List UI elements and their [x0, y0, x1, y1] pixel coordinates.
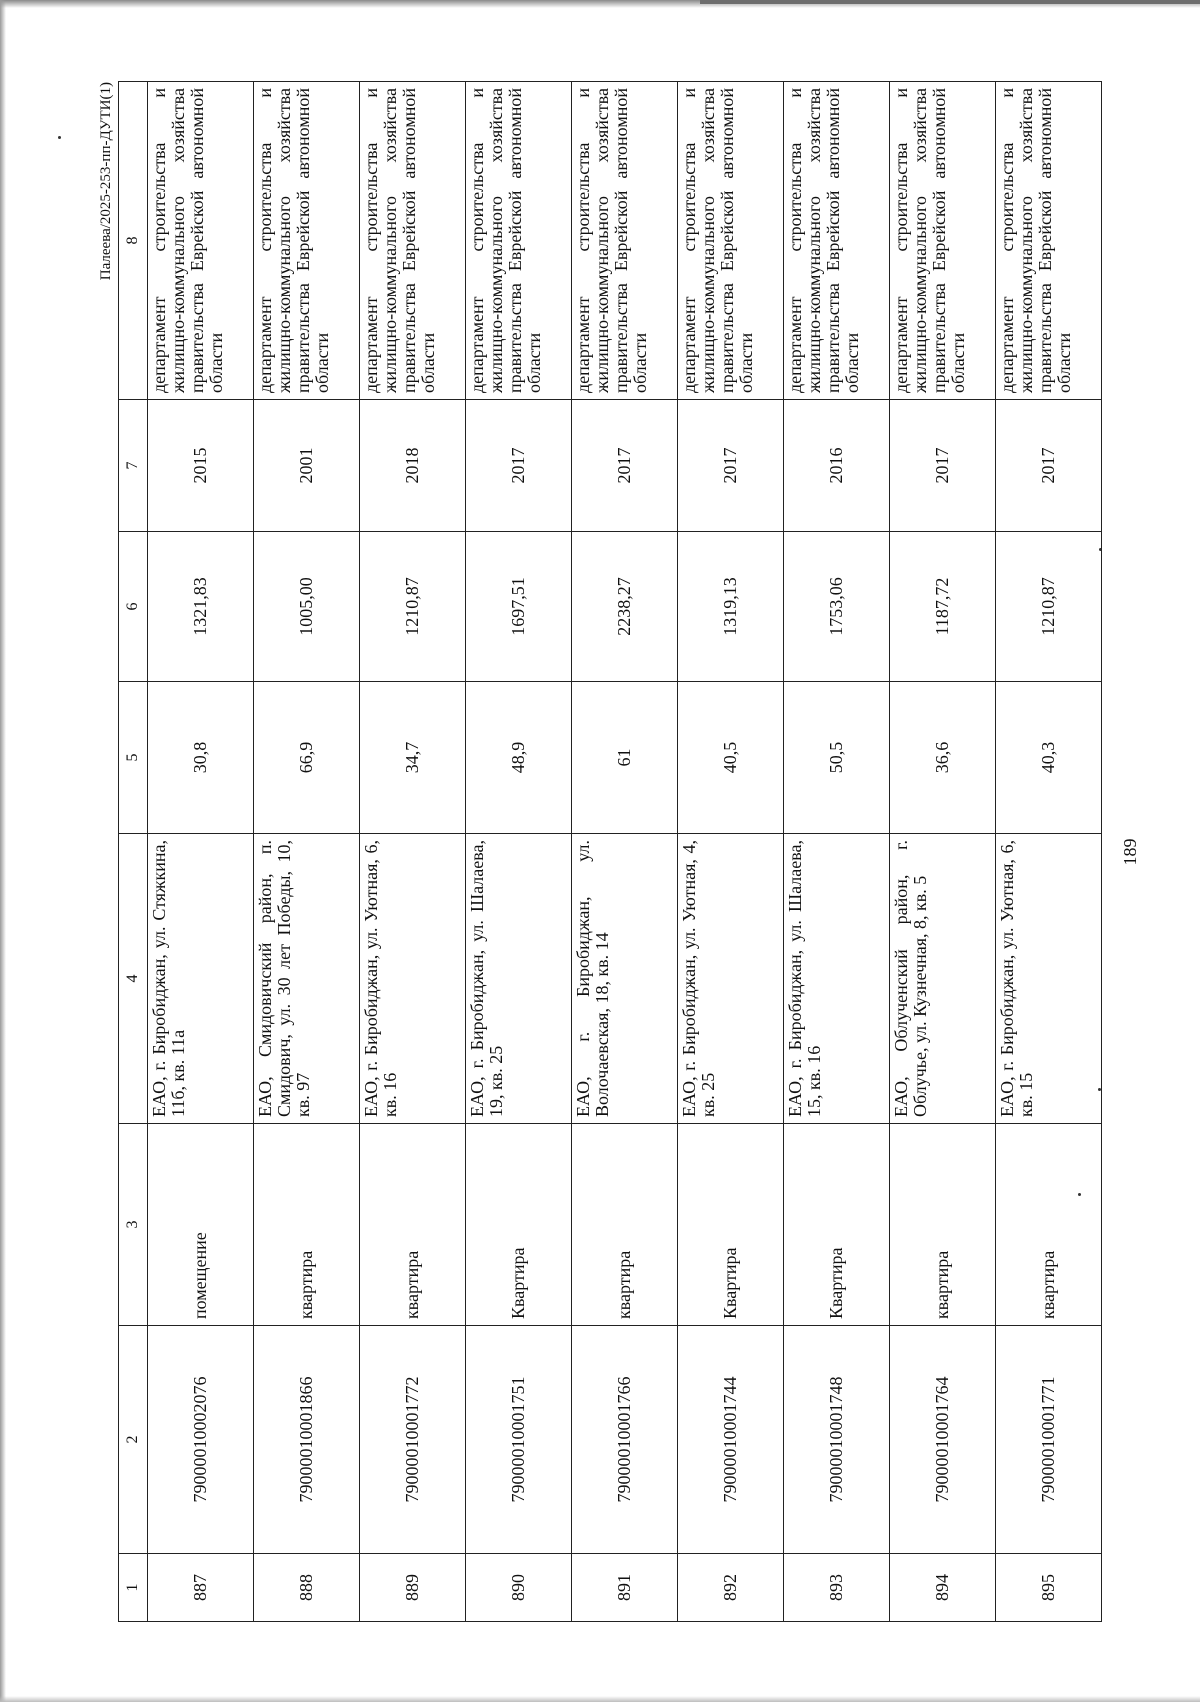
property-address: ЕАО, г. Биробиджан, ул. Уютная, 6, кв. 16	[360, 834, 466, 1124]
property-type: квартира	[360, 1124, 466, 1326]
property-year: 2016	[784, 400, 890, 532]
rotated-page	[98, 82, 1200, 1622]
property-year: 2017	[572, 400, 678, 532]
holder-organization: департамент строительства и жилищно-коммунального хозяйства правительства Еврейской автономной области	[148, 82, 254, 400]
column-header: 8	[119, 82, 148, 400]
row-number: 892	[678, 1554, 784, 1622]
property-year: 2018	[360, 400, 466, 532]
column-header: 3	[119, 1124, 148, 1326]
property-cost: 1005,00	[254, 532, 360, 682]
cadastral-number: 79000010002076	[148, 1326, 254, 1554]
holder-organization: департамент строительства и жилищно-коммунального хозяйства правительства Еврейской автономной области	[678, 82, 784, 400]
footer-reference: Палеева/2025-253-пп-ДУТИ(1)	[98, 82, 114, 281]
property-address: ЕАО, г. Биробиджан, ул. Уютная, 6, кв. 15	[996, 834, 1102, 1124]
column-header: 7	[119, 400, 148, 532]
property-area: 34,7	[360, 682, 466, 834]
table-header	[119, 82, 148, 1622]
cadastral-number: 79000010001766	[572, 1326, 678, 1554]
property-area: 66,9	[254, 682, 360, 834]
property-type: Квартира	[784, 1124, 890, 1326]
table-row	[784, 82, 890, 1622]
property-type: Квартира	[466, 1124, 572, 1326]
property-area: 30,8	[148, 682, 254, 834]
property-address: ЕАО, Облученский район, г. Облучье, ул. Кузнечная, 8, кв. 5	[890, 834, 996, 1124]
property-address: ЕАО, г. Биробиджан, ул. Волочаевская, 18, кв. 14	[572, 834, 678, 1124]
row-number: 895	[996, 1554, 1102, 1622]
property-year: 2017	[996, 400, 1102, 532]
table-row	[148, 82, 254, 1622]
holder-organization: департамент строительства и жилищно-коммунального хозяйства правительства Еврейской автономной области	[996, 82, 1102, 400]
scan-speck	[58, 136, 61, 139]
scan-edge-bottom	[0, 1696, 1200, 1702]
property-year: 2017	[890, 400, 996, 532]
property-type: квартира	[254, 1124, 360, 1326]
property-year: 2017	[678, 400, 784, 532]
table-row	[678, 82, 784, 1622]
row-number: 893	[784, 1554, 890, 1622]
property-year: 2001	[254, 400, 360, 532]
page-number: 189	[1120, 838, 1140, 866]
table-row	[572, 82, 678, 1622]
property-cost: 1210,87	[360, 532, 466, 682]
property-cost: 1187,72	[890, 532, 996, 682]
property-cost: 1753,06	[784, 532, 890, 682]
holder-organization: департамент строительства и жилищно-коммунального хозяйства правительства Еврейской автономной области	[784, 82, 890, 400]
column-header: 6	[119, 532, 148, 682]
property-address: ЕАО, г. Биробиджан, ул. Уютная, 4, кв. 25	[678, 834, 784, 1124]
property-type: квартира	[996, 1124, 1102, 1326]
cadastral-number: 79000010001744	[678, 1326, 784, 1554]
property-address: ЕАО, Смидовичский район, п. Смидович, ул. 30 лет Победы, 10, кв. 97	[254, 834, 360, 1124]
property-area: 48,9	[466, 682, 572, 834]
property-cost: 2238,27	[572, 532, 678, 682]
header-row	[119, 82, 148, 1622]
cadastral-number: 79000010001771	[996, 1326, 1102, 1554]
row-number: 894	[890, 1554, 996, 1622]
property-area: 61	[572, 682, 678, 834]
column-header: 1	[119, 1554, 148, 1622]
scan-artifact	[700, 0, 1200, 4]
cadastral-number: 79000010001748	[784, 1326, 890, 1554]
cadastral-number: 79000010001764	[890, 1326, 996, 1554]
property-area: 50,5	[784, 682, 890, 834]
cadastral-number: 79000010001751	[466, 1326, 572, 1554]
table-row	[466, 82, 572, 1622]
property-year: 2015	[148, 400, 254, 532]
row-number: 887	[148, 1554, 254, 1622]
property-area: 36,6	[890, 682, 996, 834]
column-header: 4	[119, 834, 148, 1124]
row-number: 889	[360, 1554, 466, 1622]
column-header: 5	[119, 682, 148, 834]
property-year: 2017	[466, 400, 572, 532]
column-header: 2	[119, 1326, 148, 1554]
property-type: Квартира	[678, 1124, 784, 1326]
table-row	[890, 82, 996, 1622]
property-cost: 1697,51	[466, 532, 572, 682]
property-address: ЕАО, г. Биробиджан, ул. Стяжкина, 11б, кв. 11а	[148, 834, 254, 1124]
property-type: квартира	[890, 1124, 996, 1326]
scan-edge-left	[0, 0, 6, 1702]
row-number: 890	[466, 1554, 572, 1622]
property-cost: 1321,83	[148, 532, 254, 682]
holder-organization: департамент строительства и жилищно-коммунального хозяйства правительства Еврейской автономной области	[572, 82, 678, 400]
property-type: квартира	[572, 1124, 678, 1326]
property-cost: 1210,87	[996, 532, 1102, 682]
cadastral-number: 79000010001866	[254, 1326, 360, 1554]
holder-organization: департамент строительства и жилищно-коммунального хозяйства правительства Еврейской автономной области	[466, 82, 572, 400]
property-area: 40,3	[996, 682, 1102, 834]
property-address: ЕАО, г. Биробиджан, ул. Шалаева, 15, кв. 16	[784, 834, 890, 1124]
row-number: 888	[254, 1554, 360, 1622]
property-address: ЕАО, г. Биробиджан, ул. Шалаева, 19, кв. 25	[466, 834, 572, 1124]
property-type: помещение	[148, 1124, 254, 1326]
table-body	[148, 82, 1102, 1622]
table-row	[996, 82, 1102, 1622]
property-register-table	[118, 81, 1102, 1622]
property-cost: 1319,13	[678, 532, 784, 682]
row-number: 891	[572, 1554, 678, 1622]
table-row	[254, 82, 360, 1622]
property-area: 40,5	[678, 682, 784, 834]
holder-organization: департамент строительства и жилищно-коммунального хозяйства правительства Еврейской автономной области	[890, 82, 996, 400]
holder-organization: департамент строительства и жилищно-коммунального хозяйства правительства Еврейской автономной области	[254, 82, 360, 400]
table-row	[360, 82, 466, 1622]
holder-organization: департамент строительства и жилищно-коммунального хозяйства правительства Еврейской автономной области	[360, 82, 466, 400]
cadastral-number: 79000010001772	[360, 1326, 466, 1554]
